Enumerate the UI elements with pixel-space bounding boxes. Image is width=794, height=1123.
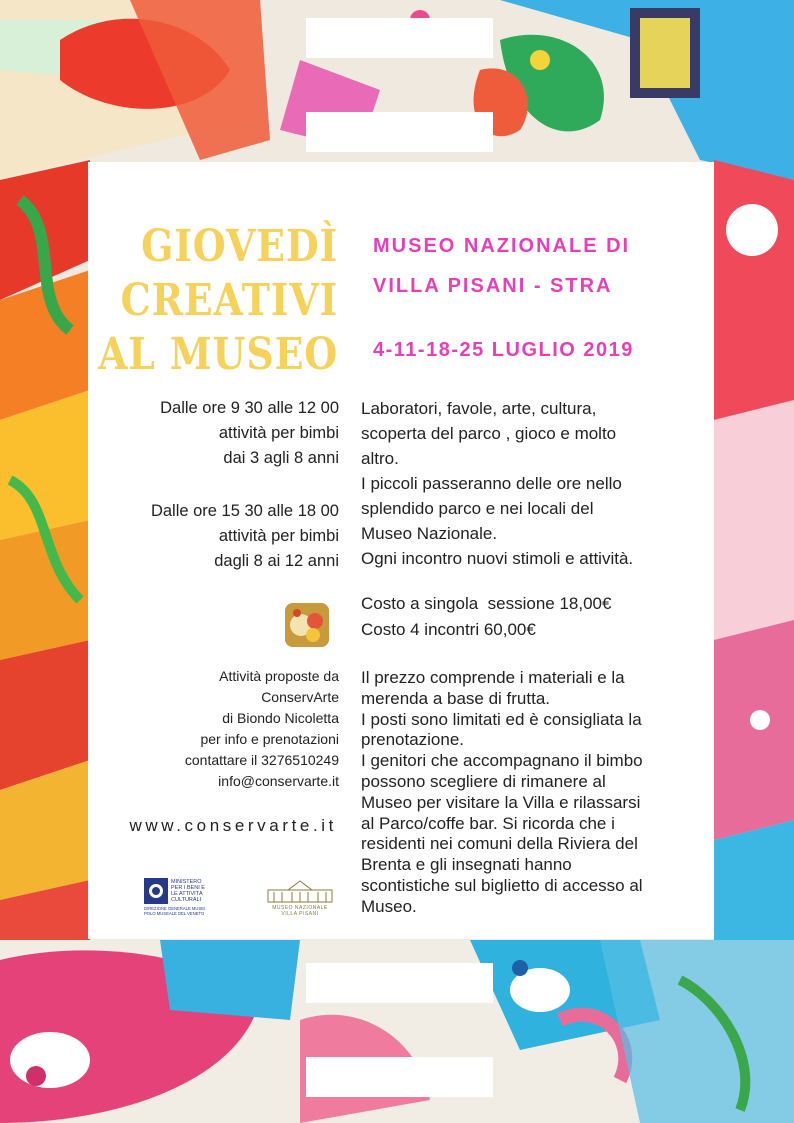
event-dates: 4-11-18-25 LUGLIO 2019 — [373, 339, 634, 361]
decor-bar-top-2 — [306, 112, 493, 152]
museum-line-2: VILLA PISANI - STRA — [373, 275, 613, 297]
schedule-hours: Dalle ore 9 30 alle 12 00 — [160, 399, 339, 417]
museum-name — [373, 226, 630, 306]
description-line: altro. — [361, 449, 399, 468]
title-line-1: GIOVEDÌ — [140, 221, 338, 272]
contact-line: per info e prenotazioni — [200, 731, 339, 747]
schedule-activity: attività per bimbi — [218, 424, 339, 442]
schedule-hours: Dalle ore 15 30 alle 18 00 — [150, 502, 339, 520]
ministry-logo-line: LE ATTIVITÀ — [171, 891, 203, 897]
note-line: I posti sono limitati ed è consigliata la — [361, 709, 642, 729]
schedule-morning — [160, 396, 339, 471]
ministry-logo — [144, 878, 210, 918]
description-line: splendido parco e nei locali del — [361, 499, 594, 518]
event-title — [98, 220, 338, 382]
description-line: Museo Nazionale. — [361, 524, 498, 543]
pricing — [361, 591, 681, 643]
description-line: Laboratori, favole, arte, cultura, — [361, 399, 597, 418]
ministry-logo-line: PER I BENI E — [171, 885, 205, 891]
schedule-ages: dagli 8 ai 12 anni — [214, 552, 339, 570]
ministry-logo-line: POLO MUSEALE DEL VENETO — [144, 911, 205, 916]
ministry-logo-line: CULTURALI — [171, 897, 202, 903]
schedule-activity: attività per bimbi — [218, 527, 339, 545]
contact-email[interactable]: info@conservarte.it — [218, 773, 339, 789]
event-notes — [361, 668, 681, 918]
villa-logo-line: MUSEO NAZIONALE — [272, 905, 328, 911]
title-line-3: AL MUSEO — [97, 329, 338, 380]
contact-line: di Biondo Nicoletta — [222, 710, 339, 726]
decor-bar-bottom-2 — [306, 1057, 493, 1097]
event-description — [361, 396, 681, 571]
contact-line: Attività proposte da — [219, 668, 339, 684]
website-link[interactable]: www.conservarte.it — [129, 816, 337, 835]
note-line: merenda a base di frutta. — [361, 688, 551, 708]
description-line: Ogni incontro nuovi stimoli e attività. — [361, 549, 634, 568]
price-single-session: Costo a singola sessione 18,00€ — [361, 594, 612, 613]
note-line: Museo. — [361, 896, 417, 916]
museum-line-1: MUSEO NAZIONALE DI — [373, 235, 631, 257]
note-line: al Parco/coffe bar. Si ricorda che i — [361, 813, 615, 833]
ministry-logo-line: MINISTERO — [171, 879, 202, 885]
price-four-sessions: Costo 4 incontri 60,00€ — [361, 620, 536, 639]
villa-logo-line: VILLA PISANI — [281, 911, 319, 917]
note-line: Il prezzo comprende i materiali e la — [361, 668, 625, 687]
note-line: residenti nei comuni della Riviera del — [361, 834, 638, 854]
organizer-thumbnail — [285, 603, 329, 647]
decor-bar-top-1 — [306, 18, 493, 58]
note-line: possono scegliere di rimanere al — [361, 771, 606, 791]
contact-phone: contattare il 3276510249 — [184, 752, 339, 768]
ministry-logo-line: DIREZIONE GENERALE MUSEI — [144, 906, 206, 911]
decor-bar-bottom-1 — [306, 963, 493, 1003]
contact-line: ConservArte — [261, 689, 339, 705]
note-line: prenotazione. — [361, 730, 465, 750]
note-line: Museo per visitare la Villa e rilassarsi — [361, 792, 641, 812]
description-line: I piccoli passeranno delle ore nello — [361, 474, 622, 493]
organizer-contact — [185, 666, 339, 792]
description-line: scoperta del parco , gioco e molto — [361, 424, 617, 443]
schedule-afternoon — [151, 499, 339, 574]
note-line: Brenta e gli insegnati hanno — [361, 855, 572, 875]
villa-pisani-logo — [264, 878, 336, 918]
note-line: I genitori che accompagnano il bimbo — [361, 751, 643, 771]
note-line: scontistiche sul biglietto di accesso al — [361, 875, 643, 895]
schedule-ages: dai 3 agli 8 anni — [223, 449, 339, 467]
title-line-2: CREATIVI — [120, 275, 338, 326]
